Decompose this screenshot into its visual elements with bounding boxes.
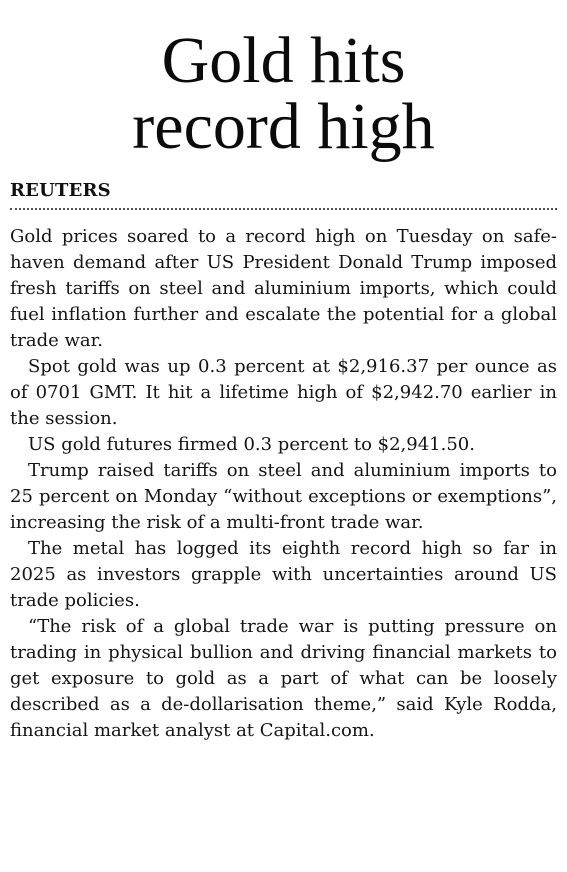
byline: REUTERS [10, 180, 111, 201]
paragraph-2: Spot gold was up 0.3 percent at $2,916.37 per ounce as of 0701 GMT. It hit a lifetime high of $2,942.70 earlier in the session. [10, 356, 557, 429]
article-body [10, 224, 557, 744]
headline [10, 24, 557, 163]
news-article [10, 24, 557, 744]
dotted-divider [10, 208, 557, 210]
paragraph-4: Trump raised tariffs on steel and aluminium imports to 25 percent on Monday “without exceptions or exemptions”, increasing the risk of a multi-front trade war. [10, 460, 557, 533]
headline-line-1: Gold hits [161, 24, 406, 97]
paragraph-3: US gold futures firmed 0.3 percent to $2,941.50. [28, 434, 475, 455]
paragraph-5: The metal has logged its eighth record high so far in 2025 as investors grapple with uncertainties around US trade policies. [10, 538, 557, 611]
headline-line-2: record high [132, 90, 435, 163]
paragraph-6: “The risk of a global trade war is putting pressure on trading in physical bullion and driving financial markets to get exposure to gold as a part of what can be loosely described as a de-dollarisation theme,” said Kyle Rodda, financial market analyst at Capital.com. [10, 616, 557, 741]
paragraph-1: Gold prices soared to a record high on Tuesday on safe-haven demand after US President Donald Trump imposed fresh tariffs on steel and aluminium imports, which could fuel inflation further and escalate the potential for a global trade war. [10, 226, 557, 351]
